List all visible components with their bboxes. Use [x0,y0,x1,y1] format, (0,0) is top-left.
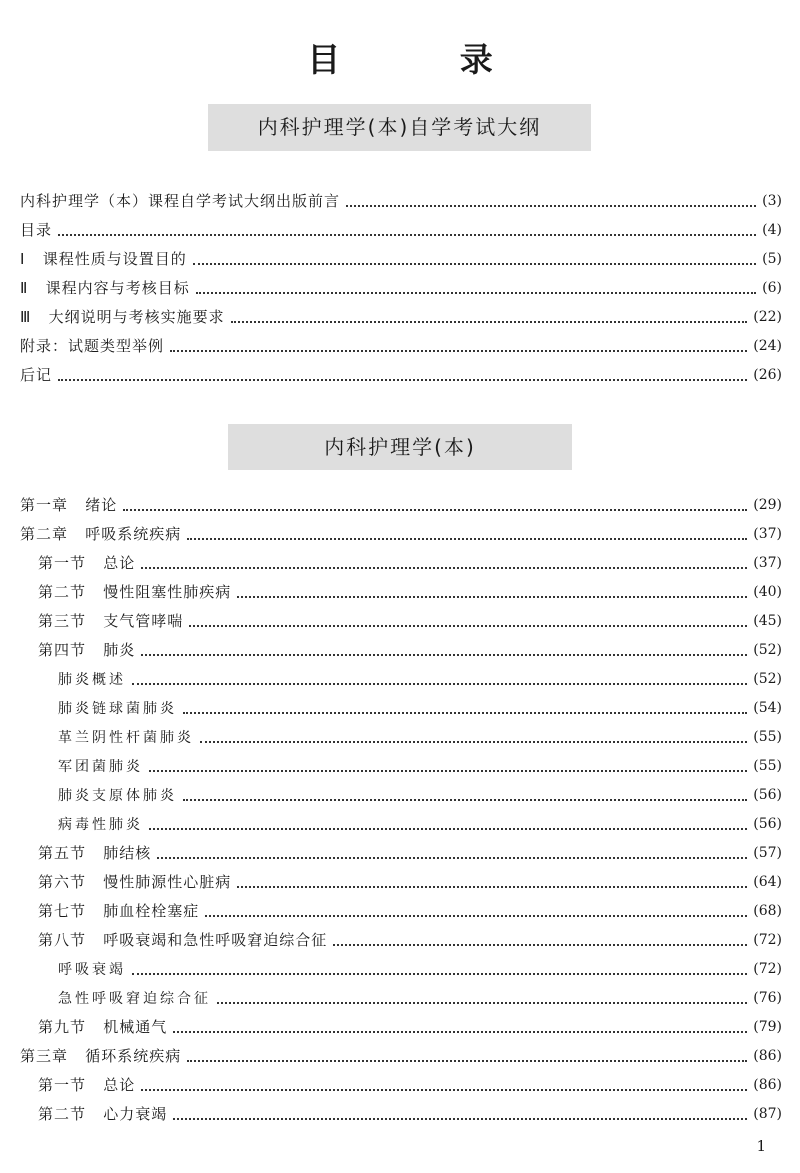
toc-entry [0,693,782,722]
toc-entry-title: 第二章 呼吸系统疾病 [20,525,182,543]
toc-entry [0,490,782,519]
toc-entry-title: 病毒性肺炎 [58,816,143,833]
toc-entry-page: (40) [753,583,782,600]
toc-entry-title: 第三节 支气管哮喘 [38,612,184,630]
dot-leader [141,654,747,656]
toc-entry-page: (5) [762,250,782,267]
toc-entry-title: 肺炎概述 [58,671,126,688]
toc-entry-page: (24) [753,337,782,354]
toc-entry-title: 第四节 肺炎 [38,641,136,659]
toc-entry-title: 第二节 心力衰竭 [38,1105,168,1123]
section-banner-syllabus: 内科护理学(本)自学考试大纲 [208,104,591,151]
toc-entry-page: (56) [753,815,782,832]
toc-entry-title: 肺炎链球菌肺炎 [58,700,177,717]
toc-entry-page: (45) [753,612,782,629]
toc-entry-page: (37) [753,554,782,571]
toc-entry-title: 第三章 循环系统疾病 [20,1047,182,1065]
toc-syllabus [0,186,800,389]
toc-entry [0,244,782,273]
dot-leader [123,509,747,511]
toc-entry [0,215,782,244]
dot-leader [141,567,747,569]
dot-leader [132,973,747,975]
dot-leader [132,683,747,685]
toc-entry-page: (26) [753,366,782,383]
toc-entry-page: (52) [753,641,782,658]
toc-entry-title: 第七节 肺血栓栓塞症 [38,902,200,920]
toc-entry [0,1041,782,1070]
toc-entry-title: Ⅰ 课程性质与设置目的 [20,250,187,268]
dot-leader [149,770,747,772]
toc-entry-page: (79) [753,1018,782,1035]
dot-leader [237,886,747,888]
toc-entry-page: (3) [762,192,782,209]
toc-entry-page: (56) [753,786,782,803]
toc-entry-page: (72) [753,960,782,977]
dot-leader [187,538,747,540]
toc-entry-page: (55) [753,757,782,774]
toc-entry-page: (22) [753,308,782,325]
dot-leader [205,915,747,917]
toc-entry-page: (72) [753,931,782,948]
dot-leader [170,350,747,352]
toc-entry-page: (52) [753,670,782,687]
dot-leader [333,944,747,946]
toc-entry [0,548,782,577]
toc-entry [0,751,782,780]
toc-entry-title: 第五节 肺结核 [38,844,152,862]
dot-leader [173,1031,747,1033]
toc-entry-page: (37) [753,525,782,542]
toc-entry-page: (29) [753,496,782,513]
toc-entry-page: (86) [753,1076,782,1093]
toc-entry-title: 第九节 机械通气 [38,1018,168,1036]
toc-entry [0,838,782,867]
toc-entry-title: 肺炎支原体肺炎 [58,787,177,804]
page-number: 1 [756,1137,766,1155]
toc-entry [0,635,782,664]
toc-entry-title: 第一章 绪论 [20,496,118,514]
toc-entry [0,1070,782,1099]
dot-leader [237,596,747,598]
dot-leader [193,263,756,265]
toc-entry-page: (55) [753,728,782,745]
toc-textbook [0,490,800,1128]
page-title: 目 录 [307,40,547,79]
toc-entry-title: 第二节 慢性阻塞性肺疾病 [38,583,232,601]
dot-leader [346,205,756,207]
toc-entry [0,331,782,360]
toc-entry-title: 呼吸衰竭 [58,961,126,978]
dot-leader [187,1060,747,1062]
toc-entry [0,1012,782,1041]
toc-entry-title: 后记 [20,366,53,384]
toc-entry-title: 目录 [20,221,53,239]
dot-leader [189,625,747,627]
toc-entry [0,186,782,215]
toc-entry [0,896,782,925]
toc-entry-page: (76) [753,989,782,1006]
toc-entry [0,519,782,548]
dot-leader [58,234,756,236]
toc-entry [0,925,782,954]
toc-entry [0,273,782,302]
toc-entry-title: Ⅱ 课程内容与考核目标 [20,279,190,297]
dot-leader [173,1118,747,1120]
toc-entry-title: Ⅲ 大纲说明与考核实施要求 [20,308,225,326]
dot-leader [196,292,756,294]
dot-leader [141,1089,747,1091]
toc-entry [0,606,782,635]
toc-entry-title: 第六节 慢性肺源性心脏病 [38,873,232,891]
toc-entry [0,360,782,389]
dot-leader [200,741,747,743]
toc-entry-page: (6) [762,279,782,296]
toc-entry-page: (86) [753,1047,782,1064]
toc-entry-page: (4) [762,221,782,238]
toc-entry-page: (64) [753,873,782,890]
toc-entry [0,302,782,331]
toc-entry-page: (57) [753,844,782,861]
toc-entry [0,577,782,606]
toc-entry-title: 军团菌肺炎 [58,758,143,775]
toc-entry [0,809,782,838]
toc-entry-title: 革兰阴性杆菌肺炎 [58,729,194,746]
toc-entry [0,722,782,751]
toc-entry-page: (87) [753,1105,782,1122]
toc-entry-title: 附录：试题类型举例 [20,337,165,355]
dot-leader [231,321,748,323]
dot-leader [183,799,747,801]
toc-entry [0,954,782,983]
toc-entry [0,780,782,809]
dot-leader [157,857,747,859]
dot-leader [183,712,747,714]
toc-entry [0,983,782,1012]
section-banner-textbook: 内科护理学(本) [228,424,572,470]
dot-leader [58,379,747,381]
toc-entry-title: 急性呼吸窘迫综合征 [58,990,211,1007]
toc-entry-title: 第一节 总论 [38,554,136,572]
toc-entry-title: 第八节 呼吸衰竭和急性呼吸窘迫综合征 [38,931,328,949]
dot-leader [217,1002,747,1004]
toc-entry [0,1099,782,1128]
toc-entry [0,867,782,896]
dot-leader [149,828,747,830]
toc-entry [0,664,782,693]
toc-entry-title: 内科护理学（本）课程自学考试大纲出版前言 [20,192,341,210]
toc-entry-title: 第一节 总论 [38,1076,136,1094]
toc-entry-page: (54) [753,699,782,716]
toc-entry-page: (68) [753,902,782,919]
